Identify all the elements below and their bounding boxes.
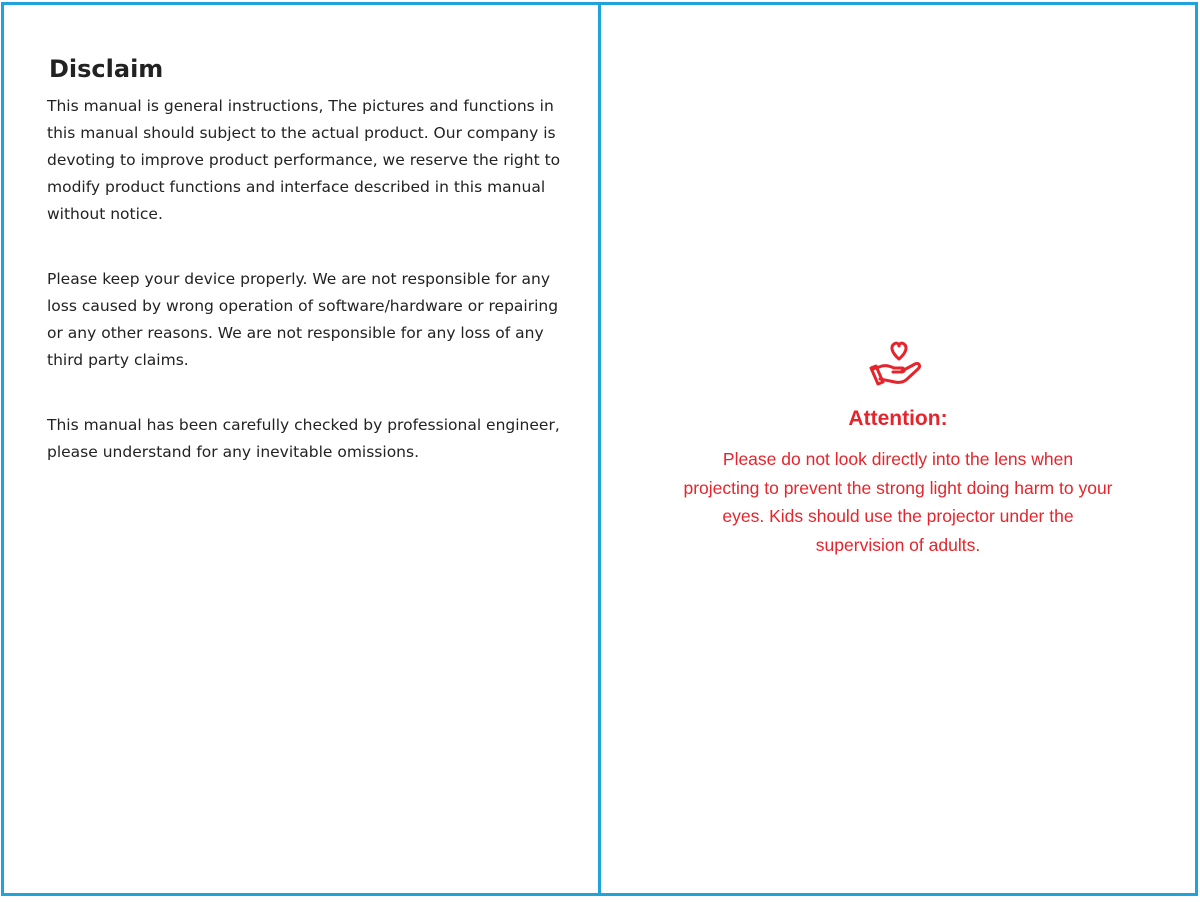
attention-text: Please do not look directly into the lens when projecting to prevent the strong light doing harm to your eyes. Kids should use the projector under the supervision of adults. xyxy=(683,449,1113,555)
right-page xyxy=(598,2,1198,896)
disclaim-title: Disclaim xyxy=(49,55,164,83)
disclaim-paragraph-1: This manual is general instructions, The pictures and functions in this manual should subject to the actual product. Our company is devoting to improve product performance, we reserve the right to modify product functions and interface described in this manual without notice. xyxy=(47,97,561,223)
left-page xyxy=(1,2,601,896)
disclaim-section xyxy=(47,55,577,504)
attention-section xyxy=(601,339,1195,559)
disclaim-paragraph-2: Please keep your device properly. We are not responsible for any loss caused by wrong operation of software/hardware or repairing or any other reasons. We are not responsible for any loss of any third party claims. xyxy=(47,270,559,369)
attention-title: Attention: xyxy=(848,407,948,430)
hand-heart-icon xyxy=(868,339,928,391)
disclaim-paragraph-3: This manual has been carefully checked by professional engineer, please understand for any inevitable omissions. xyxy=(47,416,560,461)
